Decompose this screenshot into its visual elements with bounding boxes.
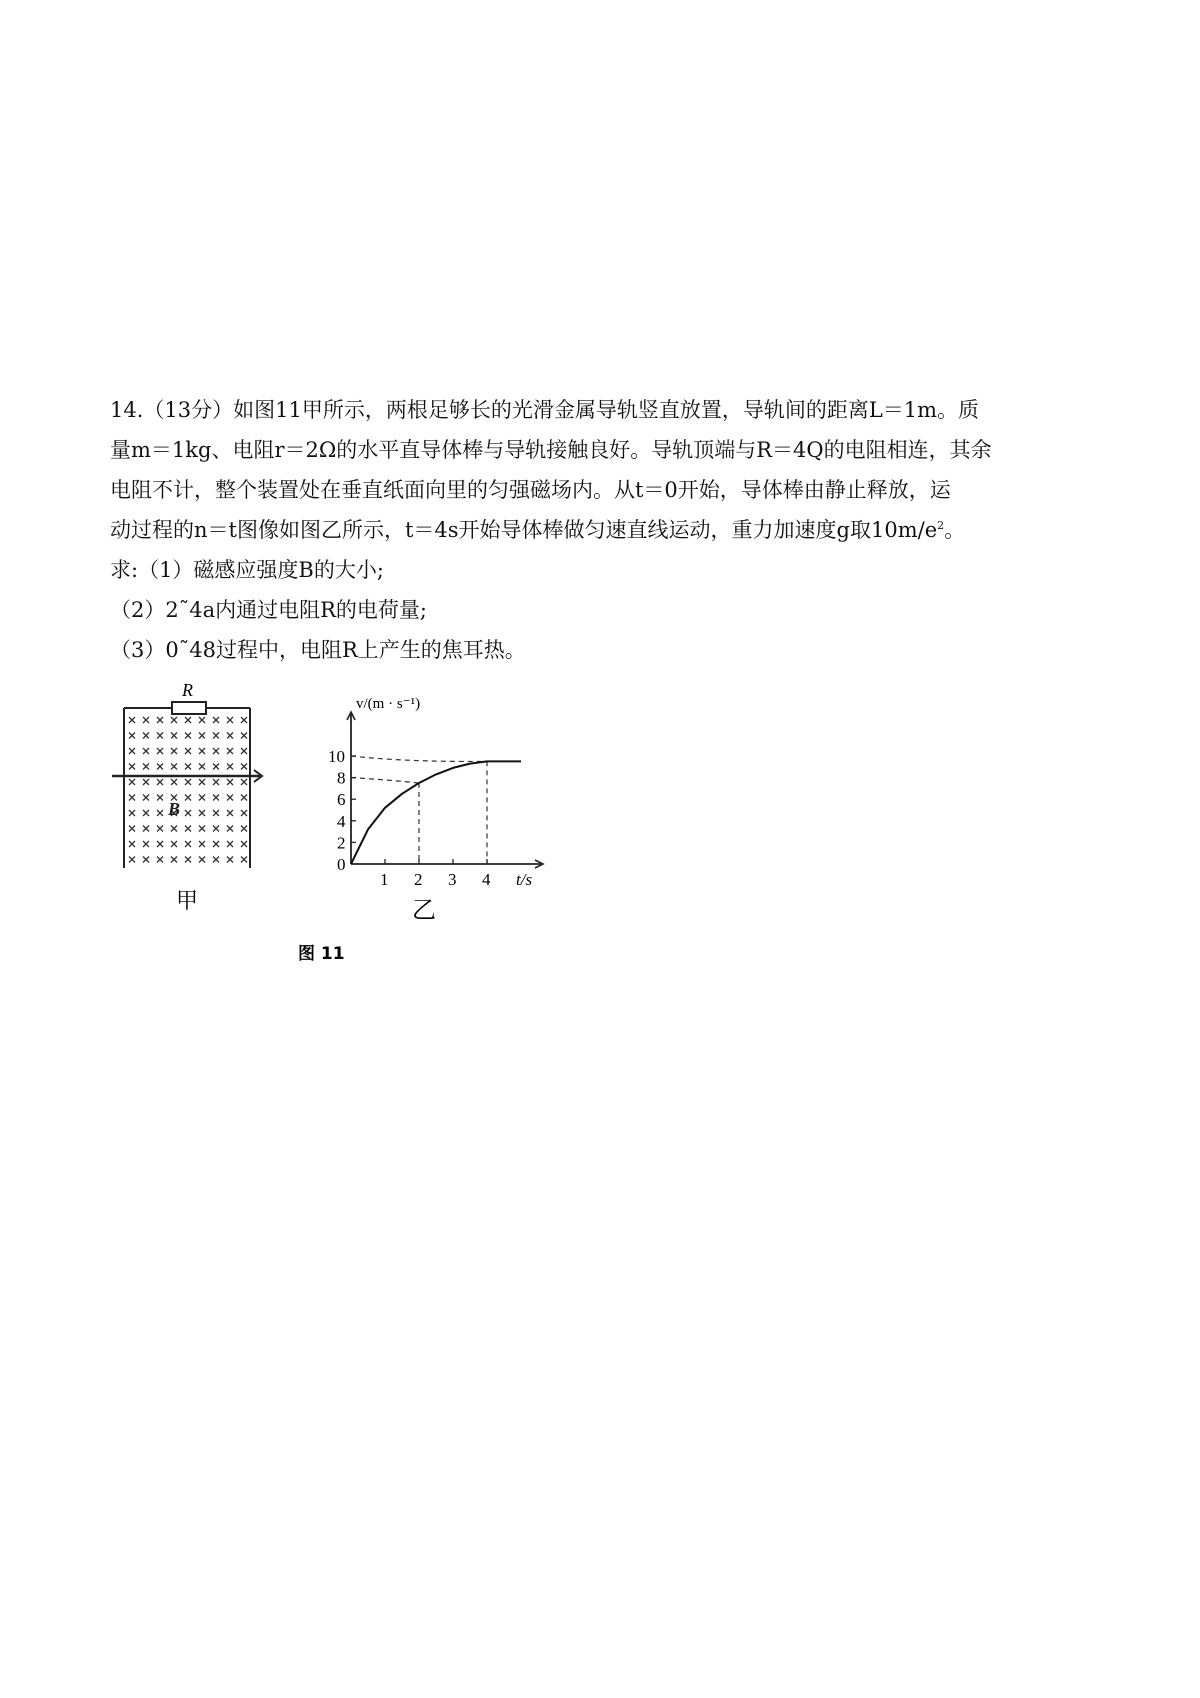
right-panel-caption: 乙 [412, 896, 436, 924]
figure-caption: 图 11 [298, 944, 345, 964]
field-cross-mark [185, 733, 191, 739]
field-cross-mark [171, 764, 177, 770]
field-cross-mark [227, 764, 233, 770]
field-cross-mark [171, 733, 177, 739]
field-cross-mark [213, 748, 219, 754]
problem-line-4-main: 动过程的n＝t图像如图乙所示，t＝4s开始导体棒做匀速直线运动，重力加速度g取10m/e [110, 518, 938, 542]
superscript-2: 2 [937, 519, 945, 532]
field-cross-mark [227, 733, 233, 739]
problem-line-4-end: 。 [944, 518, 966, 542]
field-cross-mark [213, 764, 219, 770]
problem-line-2: 量m＝1kg、电阻r＝2Ω的水平直导体棒与导轨接触良好。导轨顶端与R＝4Q的电阻相连，其余 [110, 438, 992, 462]
field-cross-mark [241, 826, 247, 832]
reference-line-horizontal [351, 778, 419, 783]
field-cross-mark [143, 748, 149, 754]
problem-line-1: 14.（13分）如图11甲所示，两根足够长的光滑金属导轨竖直放置，导轨间的距离L＝1m。质 [110, 398, 980, 422]
field-cross-mark [241, 810, 247, 816]
field-cross-mark [199, 857, 205, 863]
field-cross-mark [213, 733, 219, 739]
field-cross-mark [227, 795, 233, 801]
field-cross-mark [129, 733, 135, 739]
field-cross-mark [143, 810, 149, 816]
field-cross-mark [241, 841, 247, 847]
field-cross-mark [129, 795, 135, 801]
field-cross-mark [199, 779, 205, 785]
field-cross-mark [241, 857, 247, 863]
field-cross-mark [241, 795, 247, 801]
resistor-label: R [182, 680, 193, 700]
field-cross-mark [213, 841, 219, 847]
field-cross-mark [241, 748, 247, 754]
field-cross-mark [143, 764, 149, 770]
field-cross-mark [185, 795, 191, 801]
question-1: 求:（1）磁感应强度B的大小; [110, 558, 384, 582]
field-cross-mark [129, 810, 135, 816]
field-cross-mark [157, 810, 163, 816]
field-cross-mark [129, 826, 135, 832]
x-axis-label: t/s [516, 870, 533, 889]
question-3: （3）0˜48过程中，电阻R上产生的焦耳热。 [110, 638, 526, 662]
vt-chart [328, 696, 543, 889]
figure-11 [110, 678, 590, 978]
field-cross-mark [129, 764, 135, 770]
field-cross-mark [199, 733, 205, 739]
y-tick-label: 10 [328, 747, 345, 766]
field-cross-mark [199, 748, 205, 754]
field-cross-mark [143, 841, 149, 847]
x-tick-label: 1 [380, 870, 389, 889]
field-cross-mark [241, 779, 247, 785]
field-cross-mark [241, 764, 247, 770]
field-cross-mark [199, 795, 205, 801]
field-cross-mark [241, 733, 247, 739]
field-cross-mark [171, 717, 177, 723]
field-cross-mark [129, 841, 135, 847]
field-cross-mark [129, 717, 135, 723]
field-cross-mark [199, 717, 205, 723]
field-cross-mark [227, 841, 233, 847]
field-cross-mark [171, 779, 177, 785]
field-cross-mark [213, 779, 219, 785]
y-tick-label: 4 [337, 811, 346, 831]
field-cross-mark [227, 779, 233, 785]
field-cross-mark [199, 764, 205, 770]
y-tick-label: 0 [337, 855, 346, 874]
problem-line-4 [110, 510, 1090, 550]
field-cross-mark [185, 841, 191, 847]
field-cross-mark [185, 857, 191, 863]
field-cross-mark [199, 841, 205, 847]
field-cross-mark [157, 717, 163, 723]
field-cross-mark [157, 857, 163, 863]
field-cross-mark [143, 733, 149, 739]
field-cross-mark [185, 779, 191, 785]
field-cross-mark [157, 841, 163, 847]
field-label: B [168, 799, 181, 819]
left-panel-caption: 甲 [176, 889, 199, 914]
field-cross-mark [129, 857, 135, 863]
velocity-curve [351, 761, 521, 864]
field-cross-mark [227, 857, 233, 863]
field-cross-mark [171, 826, 177, 832]
field-cross-mark [213, 857, 219, 863]
field-cross-mark [157, 764, 163, 770]
field-cross-mark [143, 857, 149, 863]
field-cross-mark [157, 826, 163, 832]
field-cross-mark [213, 717, 219, 723]
field-cross-mark [157, 733, 163, 739]
field-cross-mark [143, 779, 149, 785]
field-cross-mark [157, 748, 163, 754]
problem-line-3: 电阻不计，整个装置处在垂直纸面向里的匀强磁场内。从t＝0开始，导体棒由静止释放，运 [110, 478, 951, 502]
field-cross-mark [213, 826, 219, 832]
field-cross-mark [199, 826, 205, 832]
y-tick-label: 2 [337, 833, 346, 853]
field-cross-mark [129, 748, 135, 754]
field-cross-mark [185, 764, 191, 770]
field-cross-mark [227, 810, 233, 816]
field-cross-mark [213, 795, 219, 801]
x-tick-label: 4 [482, 870, 491, 889]
field-cross-mark [199, 810, 205, 816]
field-cross-mark [171, 857, 177, 863]
field-cross-mark [185, 826, 191, 832]
field-cross-mark [157, 779, 163, 785]
resistor [172, 702, 206, 714]
field-cross-mark [143, 826, 149, 832]
field-cross-mark [185, 810, 191, 816]
field-cross-mark [185, 717, 191, 723]
field-cross-mark [213, 810, 219, 816]
field-cross-mark [129, 779, 135, 785]
field-cross-mark [227, 748, 233, 754]
field-cross-mark [227, 717, 233, 723]
x-tick-label: 3 [448, 870, 457, 889]
y-tick-label: 8 [337, 768, 346, 788]
field-cross-mark [185, 748, 191, 754]
x-tick-label: 2 [414, 870, 423, 889]
field-cross-mark [157, 795, 163, 801]
y-axis-label: v/(m · s⁻¹) [356, 696, 421, 712]
reference-line-horizontal [351, 756, 484, 761]
y-tick-label: 6 [337, 790, 346, 810]
magnetic-field [129, 717, 247, 863]
field-cross-mark [241, 717, 247, 723]
field-cross-mark [143, 717, 149, 723]
field-cross-mark [143, 795, 149, 801]
question-2: （2）2˜4a内通过电阻R的电荷量; [110, 598, 427, 622]
field-cross-mark [171, 748, 177, 754]
problem-text [110, 390, 1090, 670]
field-cross-mark [171, 841, 177, 847]
field-cross-mark [227, 826, 233, 832]
